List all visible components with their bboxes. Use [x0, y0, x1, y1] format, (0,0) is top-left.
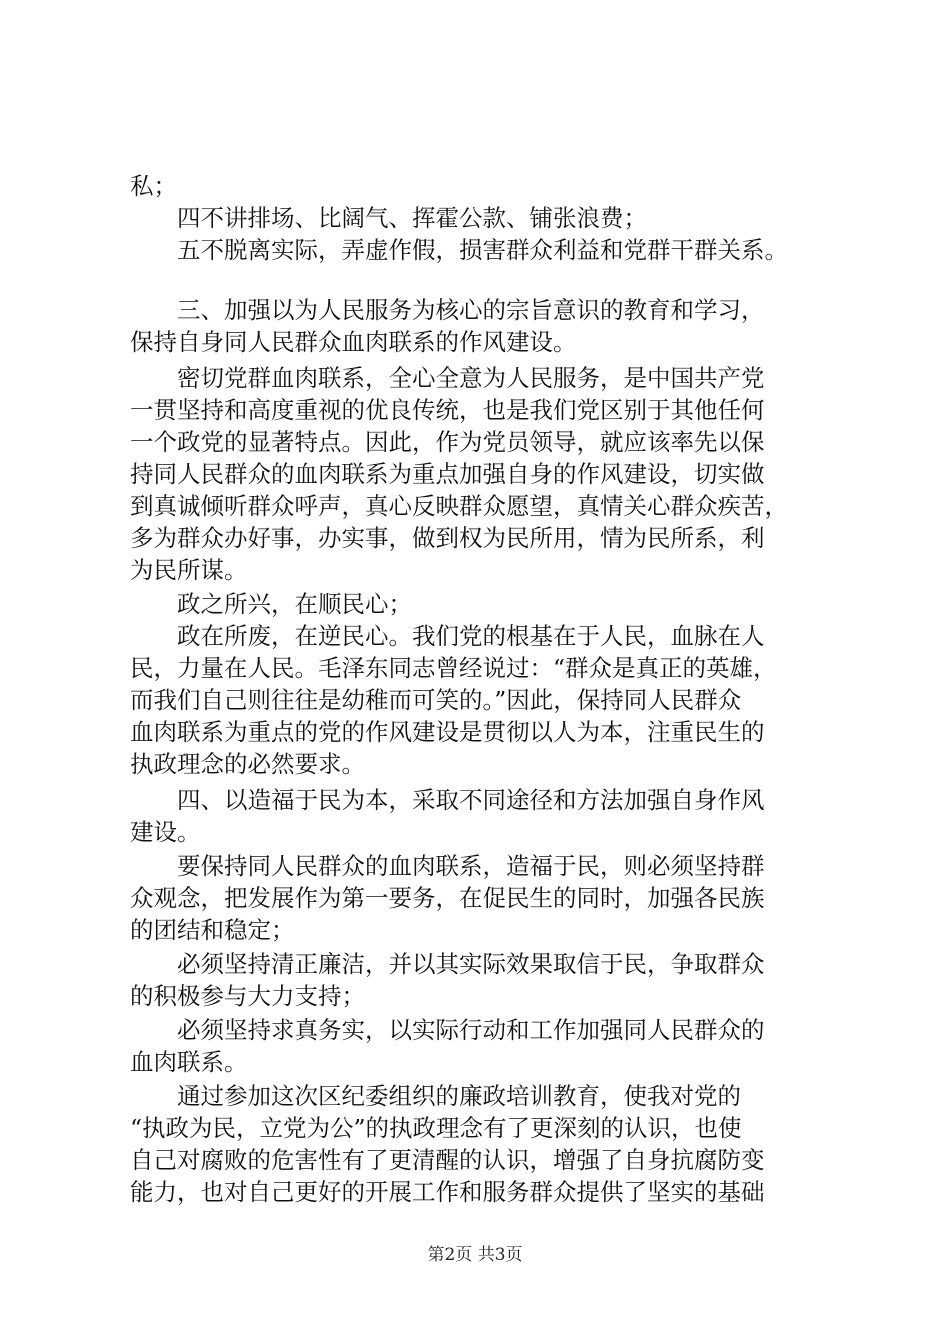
text-line: 私；: [130, 172, 177, 200]
text-line: 四、以造福于民为本，采取不同途径和方法加强自身作风: [130, 786, 765, 814]
text-line: 持同人民群众的血肉联系为重点加强自身的作风建设，切实做: [130, 460, 765, 488]
text-line: 三、加强以为人民服务为核心的宗旨意识的教育和学习，: [130, 296, 765, 324]
text-line: 多为群众办好事，办实事，做到权为民所用，情为民所系，利: [130, 524, 765, 552]
text-line: 密切党群血肉联系，全心全意为人民服务，是中国共产党: [130, 364, 765, 392]
text-line: 的团结和稳定；: [130, 916, 295, 944]
text-line: 四不讲排场、比阔气、挥霍公款、铺张浪费；: [130, 204, 647, 232]
text-line: 执政理念的必然要求。: [130, 750, 365, 778]
text-line: 能力，也对自己更好的开展工作和服务群众提供了坚实的基础: [130, 1178, 765, 1206]
text-line: 建设。: [130, 818, 201, 846]
text-line: 一个政党的显著特点。因此，作为党员领导，就应该率先以保: [130, 428, 765, 456]
text-line: 要保持同人民群众的血肉联系，造福于民，则必须坚持群: [130, 852, 765, 880]
text-line: 政在所废，在逆民心。我们党的根基在于人民，血脉在人: [130, 622, 765, 650]
text-line: 自己对腐败的危害性有了更清醒的认识，增强了自身抗腐防变: [130, 1146, 765, 1174]
text-line: 到真诚倾听群众呼声，真心反映群众愿望，真情关心群众疾苦，: [130, 492, 788, 520]
text-line: 通过参加这次区纪委组织的廉政培训教育，使我对党的: [130, 1082, 741, 1110]
text-line: “执政为民，立党为公”的执政理念有了更深刻的认识，也使: [130, 1114, 742, 1142]
text-line: 民，力量在人民。毛泽东同志曾经说过：“群众是真正的英雄，: [130, 654, 777, 682]
text-line: 一贯坚持和高度重视的优良传统，也是我们党区别于其他任何: [130, 396, 765, 424]
text-line: 必须坚持求真务实，以实际行动和工作加强同人民群众的: [130, 1016, 765, 1044]
text-line: 众观念，把发展作为第一要务，在促民生的同时，加强各民族: [130, 884, 765, 912]
text-line: 而我们自己则往往是幼稚而可笑的。”因此，保持同人民群众: [130, 686, 742, 714]
text-line: 的积极参与大力支持；: [130, 982, 365, 1010]
text-line: 血肉联系。: [130, 1048, 248, 1076]
page-number: 第2页 共3页: [427, 1245, 523, 1265]
text-line: 保持自身同人民群众血肉联系的作风建设。: [130, 328, 577, 356]
text-line: 必须坚持清正廉洁，并以其实际效果取信于民，争取群众: [130, 950, 765, 978]
text-line: 五不脱离实际，弄虚作假，损害群众利益和党群干群关系。: [130, 236, 788, 264]
text-line: 血肉联系为重点的党的作风建设是贯彻以人为本，注重民生的: [130, 718, 765, 746]
text-line: 为民所谋。: [130, 556, 248, 584]
text-line: 政之所兴，在顺民心；: [130, 590, 412, 618]
